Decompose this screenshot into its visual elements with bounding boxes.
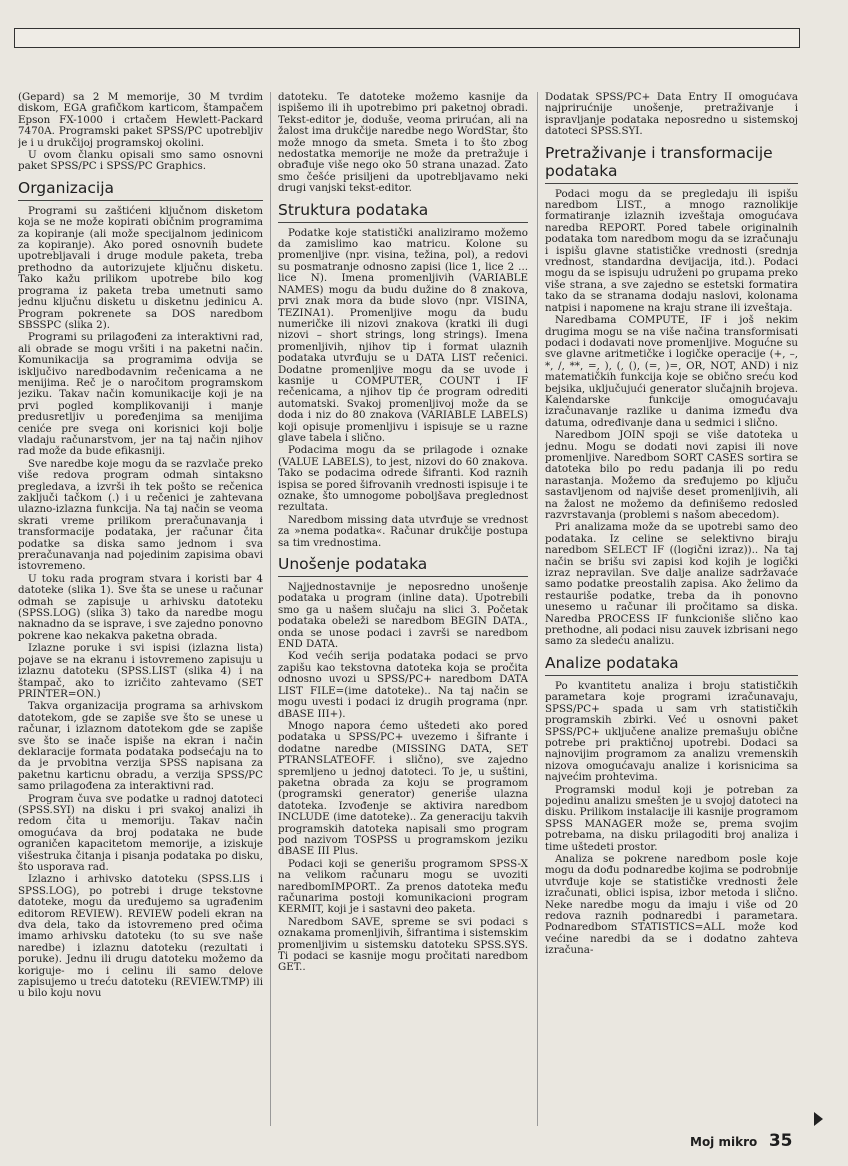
column-1 xyxy=(18,92,263,1126)
magazine-name: Moj mikro xyxy=(690,1135,758,1149)
paragraph: Naredbom SAVE, spreme se svi podaci s oznakama promenljivih, šifrantima i sistemskim promenljivim u sistemsku datoteku SPSS.SYS. Ti podaci se kasnije mogu pročitati naredbom GET.. xyxy=(278,915,528,974)
section-heading: Pretraživanje i transformacije podataka xyxy=(545,144,798,184)
column-3 xyxy=(545,92,798,1126)
paragraph: Takva organizacija programa sa arhivskom datotekom, gde se zapiše sve što se unese u računar, i izlaznom datotekom gde se zapiše sve što se inače ispiše na ekran i način deklaracije formata podataka podsećaju na to da je prvobitna verzija SPSS napisana za paketnu karticnu obradu, a verzija SPSS/PC samo prilagođena za interaktivni rad. xyxy=(18,700,263,793)
column-divider xyxy=(270,92,271,1126)
paragraph: Najjednostavnije je neposredno unošenje podataka u program (inline data). Upotrebili smo ga u našem slučaju na slici 3. Početak podataka obeleži se naredbom BEGIN DATA., onda se unose podaci i završi se naredbom END DATA. xyxy=(278,581,528,651)
paragraph: Kod većih serija podataka podaci se prvo zapišu kao tekstovna datoteka koja se pročita odnosno uvozi u SPSS/PC+ naredbom DATA LIST FILE=(ime datoteke).. Na taj način se mogu uvesti i podaci iz drugih programa (npr. dBASE III+). xyxy=(278,650,528,720)
paragraph: Programski modul koji je potreban za pojedinu analizu smešten je u svojoj datoteci na disku. Prilikom instalacije ili kasnije programom SPSS MANAGER može se, prema svojim potrebama, na disku prilagoditi broj analiza i time uštedeti prostor. xyxy=(545,783,798,853)
paragraph: Podatke koje statistički analiziramo možemo da zamislimo kao matricu. Kolone su promenljive (npr. visina, težina, pol), a redovi su posmatranje odnosno zapisi (lice 1, lice 2 ... lice N). Imena promenljivih (VARIABLE NAMES) mogu da budu dužine do 8 znakova, prvi znak mora da bude slovo (npr. VISINA, TEZINA1). Promenljive mogu da budu numeričke ili nizovi znakova (kratki ili dugi nizovi – short strings, long strings). Imena promenljivih, njihov tip i format ulaznih podataka utvrđuju se u DATA LIST rečenici. Dodatne promenljive mogu da se uvode i kasnije u COMPUTER, COUNT i IF rečenicama, a njihov tip će program odrediti automatski. Svakoj promenljivoj može da se doda i niz do 80 znakova (VARIABLE LABELS) koji opisuje promenljivu i ispisuje se u razne glave tabela i slično. xyxy=(278,226,528,444)
paragraph: (Gepard) sa 2 M memorije, 30 M tvrdim diskom, EGA grafičkom karticom, štampačem Epson FX-1000 i crtačem Hewlett-Packard 7470A. Programski paket SPSS/PC upotrebljiv je i u drukčijoj programskoj okolini. xyxy=(18,92,263,149)
section-heading: Organizacija xyxy=(18,179,263,201)
paragraph: Naredbom missing data utvrđuje se vrednost za »nema podatka«. Računar drukčije postupa sa tim vrednostima. xyxy=(278,513,528,549)
paragraph: Programi su prilagođeni za interaktivni rad, ali obrade se mogu vršiti i na paketni način. Komunikacija sa programima odvija se isključivo naredbodavnim rečenicama a ne menijima. Reč je o naročitom programskom jeziku. Takav način komunikacije koji je na prvi pogled komplikovaniji i manje predusretljiv u poređenjima sa menijima ceniće pre svega oni korisnici koji bolje vladaju računarstvom, jer na taj način njihov rad može da bude efikasniji. xyxy=(18,331,263,458)
column-2 xyxy=(278,92,528,1126)
paragraph: Naredbama COMPUTE, IF i još nekim drugima mogu se na više načina transformisati podaci i dodavati nove promenljive. Mogućne su sve glavne aritmetičke i logičke operacije (+, –, *, /, **, =, ), (, (), (=, )=, OR, NOT, AND) i niz matematičkih funkcija koje se obično sreću kod bejsika, uključujući generator slučajnih brojeva. Kalendarske funkcije omogućavaju izračunavanje razlike u danima između dva datuma, određivanje dana u sedmici i slično. xyxy=(545,314,798,429)
paragraph: Podaci mogu da se pregledaju ili ispišu naredbom LIST., a mnogo raznolikije formatiranje izlaznih izveštaja omogućava naredba REPORT. Pored tabele originalnih podataka tom naredbom mogu da se izračunaju i ispišu glavne statističke vrednosti (srednja vrednost, standardna devijacija, itd.). Podaci mogu da se ispisuju udruženi po grupama preko više strana, a sve zajedno se estetski formatira tako da se stranama dodaju naslovi, kolonama natpisi i napomene na kraju strane ili izveštaja. xyxy=(545,187,798,314)
paragraph: Po kvantitetu analiza i broju statističkih parametara koje programi izračunavaju, SPSS/PC+ spada u sam vrh statističkih programskih zbirki. Već u osnovni paket SPSS/PC+ uključene analize premašuju obične potrebe pri praktičnoj upotrebi. Dodaci sa najnovijim programom za analizu vremenskih nizova omogućavaju analize i korisnicima sa najvećim prohtevima. xyxy=(545,679,798,784)
paragraph: Izlazno i arhivsko datoteku (SPSS.LIS i SPSS.LOG), po potrebi i druge tekstovne datoteke, mogu da uređujemo sa ugrađenim editorom REVIEW). REVIEW podeli ekran na dva dela, tako da istovremeno pred očima imamo arhivsku datoteku (to su sve naše naredbe) i izlaznu datoteku (rezultati i poruke). Jednu ili drugu datoteku možemo da koriguje- mo i celinu ili samo delove zapisujemo u treću datoteku (REVIEW.TMP) ili u bilo koju novu xyxy=(18,873,263,1000)
paragraph: Podacima mogu da se prilagode i oznake (VALUE LABELS), to jest, nizovi do 60 znakova. Tako se podacima odrede šifranti. Kod raznih ispisa se pored šifrovanih vrednosti ispisuje i te oznake, što umnogome poboljšava preglednost rezultata. xyxy=(278,444,528,514)
paragraph: Pri analizama može da se upotrebi samo deo podataka. Iz celine se selektivno biraju naredbom SELECT IF ((logični izraz)).. Na taj način se brišu svi zapisi kod kojih je logički izraz nepravilan. Sve dalje analize sadržavaće samo podatke preostalih zapisa. Ako želimo da restauriše podatke, treba da ih ponovno unesemo u računar ili pročitamo sa diska. Naredba PROCESS IF funkcioniše slično kao prethodne, ali podaci nisu zauvek izbrisani nego samo za sledeću analizu. xyxy=(545,521,798,648)
page-footer xyxy=(690,1131,793,1151)
paragraph: U toku rada program stvara i koristi bar 4 datoteke (slika 1). Sve šta se unese u računar odmah se zapisuje u arhivsku datoteku (SPSS.LOG) (slika 3) tako da naredbe mogu naknadno da se isprave, i sve zajedno ponovno pokrene kao nekakva paketna obrada. xyxy=(18,572,263,642)
paragraph: U ovom članku opisali smo samo osnovni paket SPSS/PC i SPSS/PC Graphics. xyxy=(18,149,263,173)
paragraph: Podaci koji se generišu programom SPSS-X na velikom računaru mogu se uvoziti naredbomIMPORT.. Za prenos datoteka među računarima postoji komunikacioni program KERMIT, koji je i sastavni deo paketa. xyxy=(278,857,528,916)
paragraph: Naredbom JOIN spoji se više datoteka u jednu. Mogu se dodati novi zapisi ili nove promenljive. Naredbom SORT CASES sortira se datoteka bilo po redu padanja ili po redu narastanja. Možemo da sređujemo po ključu sastavljenom od najviše deset promenljivih, ali na žalost ne možemo da definišemo redosled razvrstavanja (problemi s našom abecedom). xyxy=(545,429,798,521)
column-divider xyxy=(537,92,538,1126)
paragraph: Programi su zaštićeni ključnom disketom koja se ne može kopirati običnim programima za kopiranje (ali može specijalnom jedinicom za kopiranje). Ako pored osnovnih budete upotrebljavali i druge module paketa, treba prethodno da autorizujete ključnu disketu. Tako kažu prilikom upotrebe bilo kog programa iz paketa treba umetnuti samo jednu ključnu disketu u disketnu jedinicu A. Program pokrenete sa DOS naredbom SBSSPC (slika 2). xyxy=(18,204,263,331)
section-heading: Struktura podataka xyxy=(278,201,528,223)
paragraph: datoteku. Te datoteke možemo kasnije da ispišemo ili ih upotrebimo pri paketnoj obradi. Tekst-editor je, doduše, veoma prirućan, ali na žalost ima drukčije naredbe nego WordStar, što može mnogo da smeta. Smeta i to što zbog nedostatka memorije ne može da pretražuje i obrađuje više nego oko 50 strana unazad. Zato smo češće prisiljeni da upotrebljavamo neki drugi vanjski tekst-editor. xyxy=(278,92,528,195)
paragraph: Program čuva sve podatke u radnoj datoteci (SPSS.SYI) na disku i pri svakoj analizi ih redom čita u memoriju. Takav način omogućava da broj podataka ne bude ograničen kapacitetom memorije, a iziskuje višestruka čitanja i pisanja podataka po disku, što usporava rad. xyxy=(18,792,263,873)
header-bar xyxy=(14,28,800,48)
page-number: 35 xyxy=(768,1131,793,1151)
paragraph: Izlazne poruke i svi ispisi (izlazna lista) pojave se na ekranu i istovremeno zapisuju u izlaznu datoteku (SPSS.LIST (slika 4) i na štampač, ako to izričito zahtevamo (SET PRINTER=ON.) xyxy=(18,642,263,700)
continue-arrow-icon xyxy=(814,1112,823,1126)
paragraph: Analiza se pokrene naredbom posle koje mogu da dođu podnaredbe kojima se podrobnije utvrđuje koje se statističke vrednosti žele izračunati, oblici ispisa, izbor metoda i slično. Neke naredbe mogu da imaju i više od 20 redova raznih podnaredbi i parametara. Podnaredbom STATISTICS=ALL može kod većine naredbi da se i dodatno zahteva izračuna- xyxy=(545,852,798,957)
section-heading: Unošenje podataka xyxy=(278,555,528,577)
paragraph: Mnogo napora ćemo uštedeti ako pored podataka u SPSS/PC+ uvezemo i šifrante i dodatne naredbe (MISSING DATA, SET PTRANSLATEOFF. i slično), sve zajedno spremljeno u jednoj datoteci. To je, u suštini, paketna obrada za koju se programom (programski generator) generiše ulazna datoteka. Izvođenje se aktivira naredbom INCLUDE (ime datoteke).. Za generaciju takvih programskih datoteka napisali smo program pod nazivom TOSPSS u programskom jeziku dBASE III Plus. xyxy=(278,719,528,858)
section-heading: Analize podataka xyxy=(545,654,798,676)
paragraph: Sve naredbe koje mogu da se razvlače preko više redova program odmah sintaksno pregledava, a izvrši ih tek pošto se rečenica zaključi tačkom (.) i u rečenici je zahtevana ulazno-izlazna funkcija. Na taj način se veoma skrati vreme prilikom preračunavanja i transformacije podataka, jer računar čita podatke sa diska samo jednom i sva preračunavanja nad pojedinim zapisima obavi istovremeno. xyxy=(18,457,263,573)
paragraph: Dodatak SPSS/PC+ Data Entry II omogućava najprirućnije unošenje, pretraživanje i ispravljanje podataka neposredno u sistemskoj datoteci SPSS.SYI. xyxy=(545,92,798,138)
